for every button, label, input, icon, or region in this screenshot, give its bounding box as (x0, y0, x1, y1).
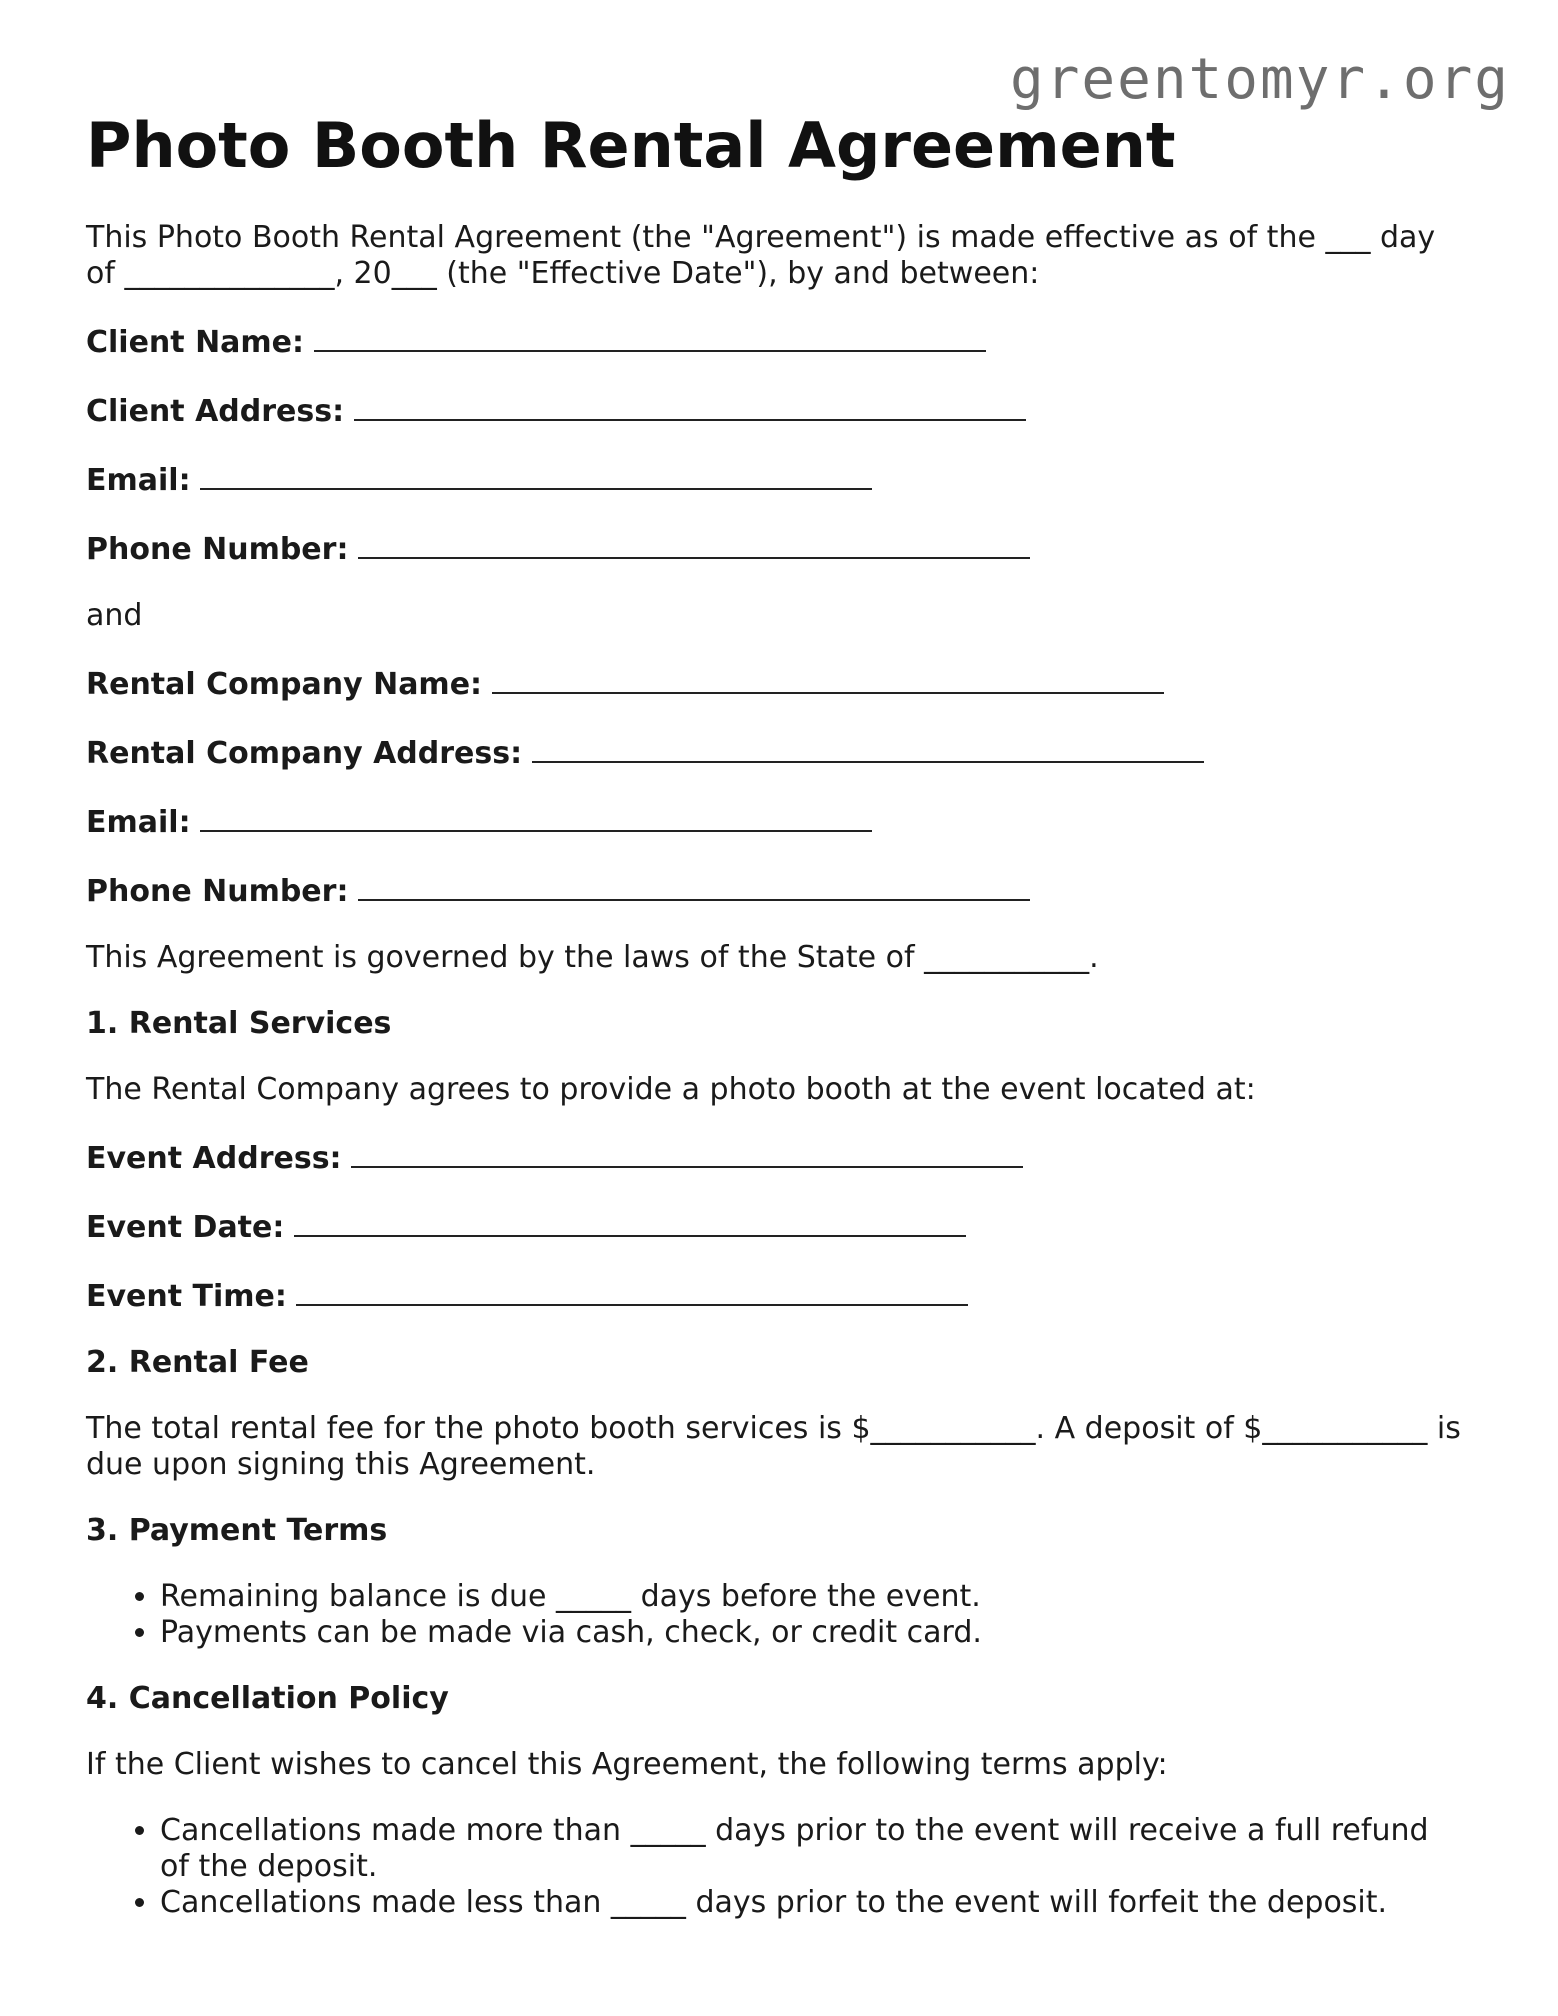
payment-terms-list (86, 1579, 1466, 1651)
section-heading-rental-services: 1. Rental Services (86, 1006, 392, 1041)
section-heading-cancellation: 4. Cancellation Policy (86, 1681, 449, 1716)
field-label: Phone Number: (86, 532, 349, 567)
client-name-field[interactable] (86, 322, 1466, 361)
conjunction-text: and (86, 598, 143, 633)
client-email-field[interactable] (86, 460, 1466, 499)
field-label: Event Address: (86, 1141, 342, 1176)
event-date-field[interactable] (86, 1207, 1466, 1246)
field-label: Event Date: (86, 1210, 285, 1245)
governing-law-text: This Agreement is governed by the laws of the State of ___________. (86, 940, 1099, 975)
field-label: Rental Company Address: (86, 736, 523, 771)
client-phone-field[interactable] (86, 529, 1466, 568)
intro-paragraph: This Photo Booth Rental Agreement (the "Agreement") is made effective as of the ___ day of ______________, 20___ (the "Effective Date"), by and between: (86, 220, 1436, 291)
company-address-field[interactable] (86, 733, 1466, 772)
client-address-field[interactable] (86, 391, 1466, 430)
cancellation-list (86, 1813, 1466, 1921)
blank-line[interactable] (492, 664, 1164, 694)
watermark: greentomyr.org (1009, 47, 1510, 112)
section-heading-payment-terms: 3. Payment Terms (86, 1513, 388, 1548)
document-title: Photo Booth Rental Agreement (86, 109, 1176, 182)
company-phone-field[interactable] (86, 871, 1466, 910)
list-item: • Cancellations made less than _____ days prior to the event will forfeit the deposit. (160, 1885, 1466, 1921)
blank-line[interactable] (294, 1207, 966, 1237)
blank-line[interactable] (314, 322, 986, 352)
field-label: Email: (86, 463, 191, 498)
field-label: Phone Number: (86, 874, 349, 909)
list-item: • Remaining balance is due _____ days before the event. (160, 1579, 1466, 1615)
blank-line[interactable] (296, 1276, 968, 1306)
field-label: Client Address: (86, 394, 345, 429)
field-label: Event Time: (86, 1279, 287, 1314)
rental-fee-text: The total rental fee for the photo booth services is $___________. A deposit of $___________ is due upon signing this Agreement. (86, 1411, 1461, 1482)
list-item: • Payments can be made via cash, check, or credit card. (160, 1615, 1466, 1651)
blank-line[interactable] (354, 391, 1026, 421)
company-email-field[interactable] (86, 802, 1466, 841)
field-label: Rental Company Name: (86, 667, 483, 702)
section-heading-rental-fee: 2. Rental Fee (86, 1345, 309, 1380)
blank-line[interactable] (358, 529, 1030, 559)
blank-line[interactable] (200, 460, 872, 490)
event-address-field[interactable] (86, 1138, 1466, 1177)
blank-line[interactable] (200, 802, 872, 832)
blank-line[interactable] (532, 733, 1204, 763)
field-label: Client Name: (86, 325, 305, 360)
event-time-field[interactable] (86, 1276, 1466, 1315)
field-label: Email: (86, 805, 191, 840)
blank-line[interactable] (351, 1138, 1023, 1168)
list-item: • Cancellations made more than _____ days prior to the event will receive a full refund of the deposit. (160, 1813, 1466, 1885)
rental-services-text: The Rental Company agrees to provide a photo booth at the event located at: (86, 1072, 1256, 1107)
document-page (86, 108, 1466, 1921)
blank-line[interactable] (358, 871, 1030, 901)
company-name-field[interactable] (86, 664, 1466, 703)
cancellation-text: If the Client wishes to cancel this Agreement, the following terms apply: (86, 1747, 1168, 1782)
